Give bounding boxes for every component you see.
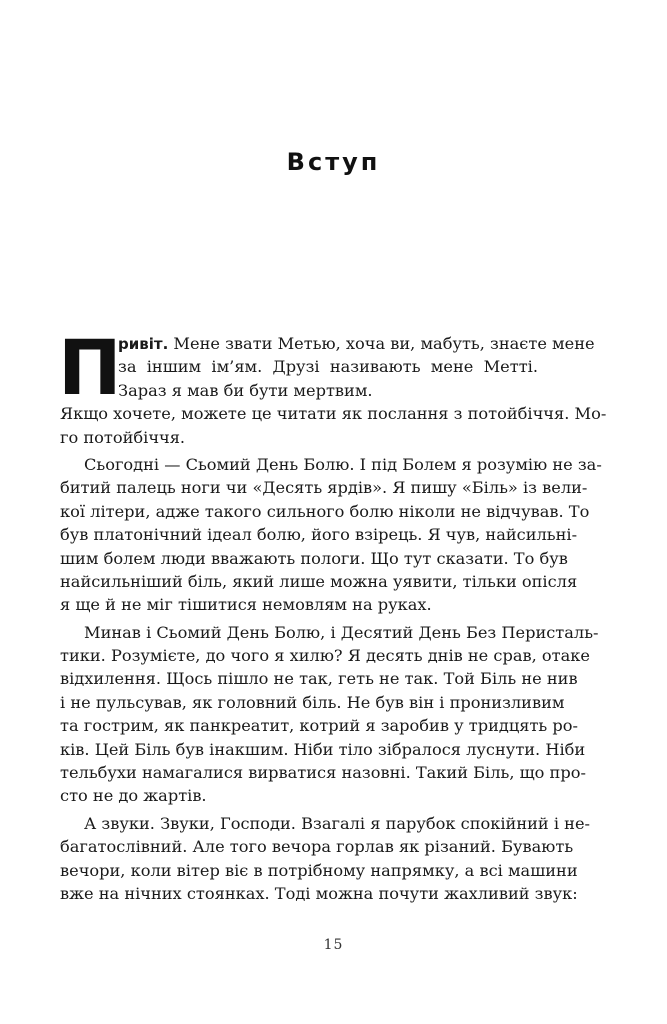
text-line: сто не до жартів. <box>60 786 207 806</box>
chapter-title: Вступ <box>286 148 381 176</box>
text-line <box>60 332 595 355</box>
text-line: вечори, коли вітер віє в потрібному напрямку, а всі машини <box>60 860 578 880</box>
text-line: го потойбіччя. <box>60 427 186 447</box>
text-line: відхилення. Щось пішло не так, геть не так. Той Біль не нив <box>60 669 578 689</box>
text-line: Минав і Сьомий День Болю, і Десятий День Без Перисталь- <box>84 622 599 642</box>
page-number: 15 <box>323 937 344 953</box>
text-line: А звуки. Звуки, Господи. Взагалі я парубок спокійний і не- <box>84 813 591 833</box>
text-line: тельбухи намагалися вирватися назовні. Такий Біль, що про- <box>60 763 586 783</box>
text-line: Зараз я мав би бути мертвим. <box>118 380 373 400</box>
text-line: шим болем люди вважають пологи. Що тут сказати. То був <box>60 548 568 568</box>
text-line: був платонічний ідеал болю, його взірець. Я чув, найсильні- <box>60 525 578 545</box>
text-line: за іншим ім’ям. Друзі називають мене Метті. <box>118 357 538 377</box>
text-line: найсильніший біль, який лише можна уявити, тільки опісля <box>60 571 578 591</box>
text-line: багатослівний. Але того вечора горлав як різаний. Бувають <box>60 837 574 857</box>
text-line: і не пульсував, як головний біль. Не був він і пронизливим <box>60 692 565 712</box>
text-line: Сьогодні — Сьомий День Болю. І під Болем я розумію не за- <box>84 454 602 474</box>
body-text <box>58 323 607 905</box>
text-line: тики. Розумієте, до чого я хилю? Я десять днів не срав, отаке <box>60 646 590 666</box>
text-line: Якщо хочете, можете це читати як послання з потойбіччя. Мо- <box>60 404 607 424</box>
text-line: ків. Цей Біль був інакшим. Ніби тіло зібралося луснути. Ніби <box>60 739 586 759</box>
drop-cap-letter: П <box>58 323 122 412</box>
lead-word: ривіт. <box>118 335 169 353</box>
text-line: я ще й не міг тішитися немовлям на руках. <box>60 595 432 615</box>
text-line: битий палець ноги чи «Десять ярдів». Я пишу «Біль» із вели- <box>60 478 588 498</box>
text-line: та гострим, як панкреатит, котрий я заробив у тридцять ро- <box>60 716 578 736</box>
text-line: вже на нічних стоянках. Тоді можна почути жахливий звук: <box>60 883 578 903</box>
text-line: кої літери, адже такого сильного болю ніколи не відчував. То <box>60 501 590 521</box>
text-line-fragment: Мене звати Метью, хоча ви, мабуть, знаєте мене <box>168 334 595 353</box>
